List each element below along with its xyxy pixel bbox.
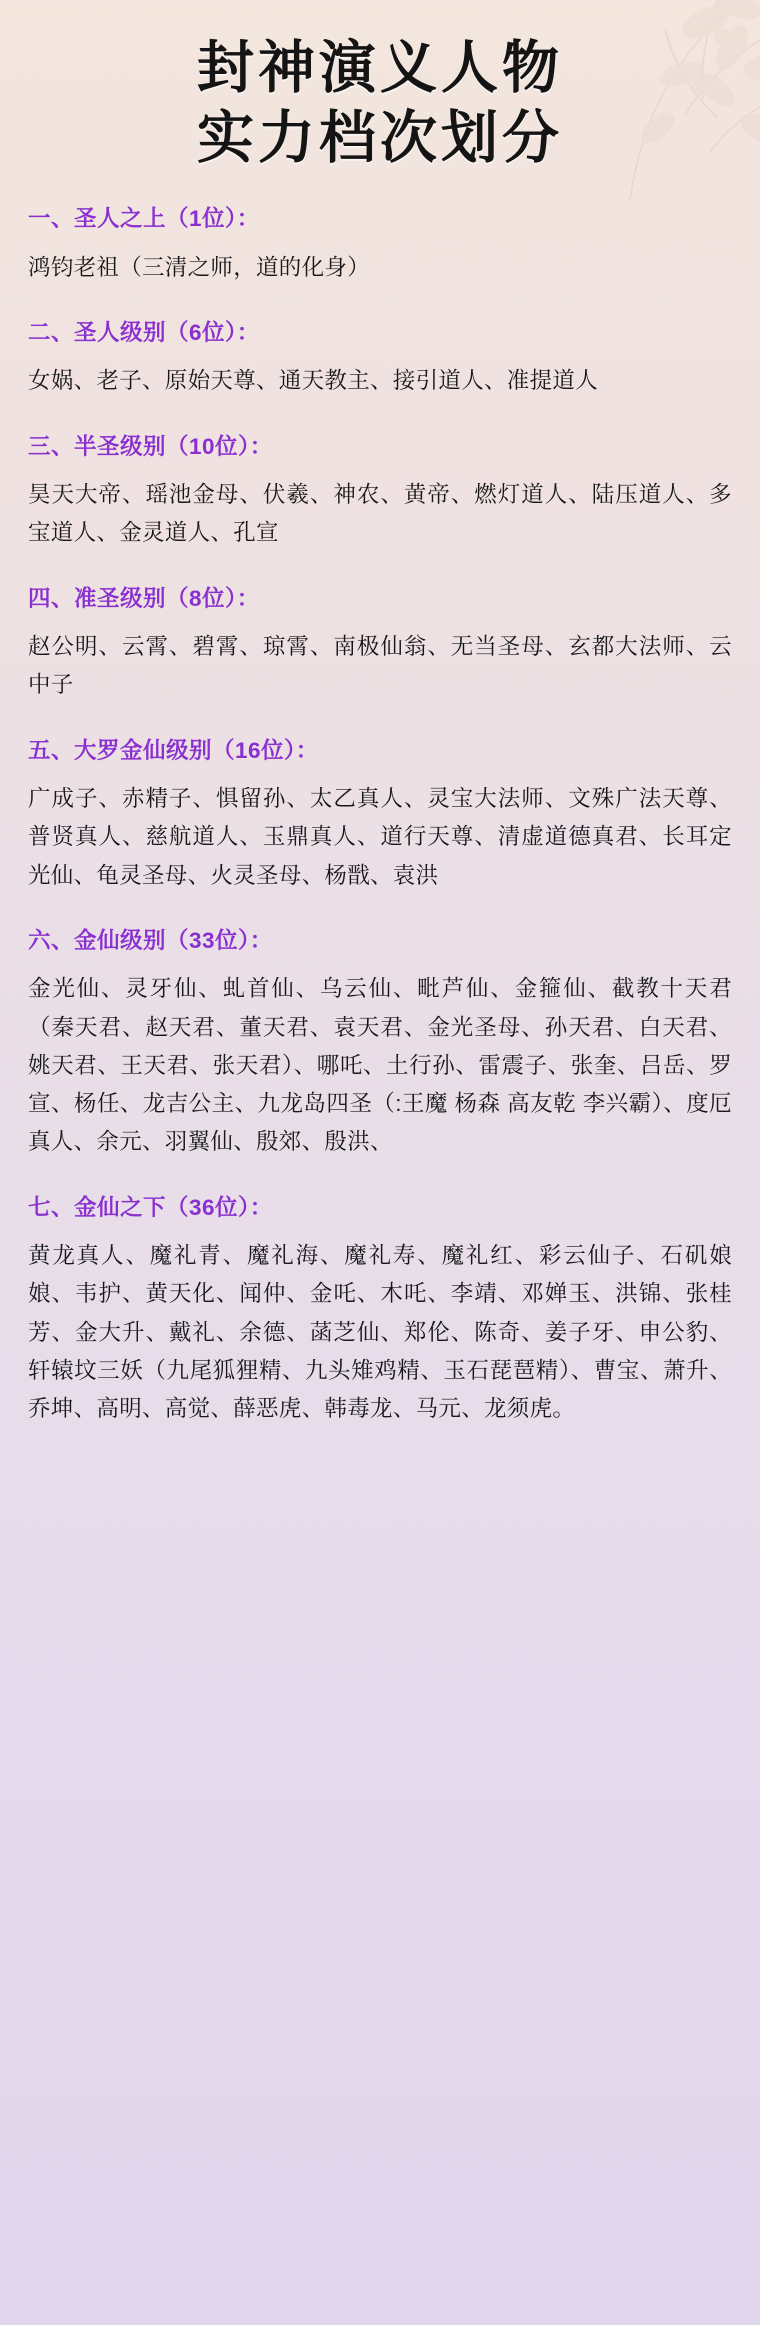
section-1-heading: 一、圣人之上（1位）： bbox=[28, 206, 260, 232]
section-4-body: 赵公明、云霄、碧霄、琼霄、南极仙翁、无当圣母、玄都大法师、云中子 bbox=[28, 634, 732, 698]
section-1-body: 鸿钧老祖（三清之师，道的化身） bbox=[28, 254, 371, 280]
section-7-body: 黄龙真人、魔礼青、魔礼海、魔礼寿、魔礼红、彩云仙子、石矶娘娘、韦护、黄天化、闻仲、金吒、木吒、李靖、邓婵玉、洪锦、张桂芳、金大升、戴礼、余德、菡芝仙、郑伦、陈奇、姜子牙、申公豹、轩辕坟三妖（九尾狐狸精、九头雉鸡精、玉石琵琶精）、曹宝、萧升、乔坤、高明、高觉、薛恶虎、韩毒龙、马元、龙须虎。 bbox=[28, 1243, 732, 1422]
section-2 bbox=[28, 317, 732, 401]
poster-title bbox=[28, 0, 732, 173]
section-6-heading: 六、金仙级别（33位）： bbox=[28, 927, 273, 953]
section-3-body: 昊天大帝、瑶池金母、伏羲、神农、黄帝、燃灯道人、陆压道人、多宝道人、金灵道人、孔宣 bbox=[28, 482, 732, 546]
section-4-heading: 四、准圣级别（8位）： bbox=[28, 585, 260, 611]
section-2-body: 女娲、老子、原始天尊、通天教主、接引道人、准提道人 bbox=[28, 368, 599, 394]
section-3 bbox=[28, 431, 732, 553]
section-5-heading: 五、大罗金仙级别（16位）： bbox=[28, 737, 319, 763]
title-line-2: 实力档次划分 bbox=[197, 104, 563, 171]
section-7 bbox=[28, 1192, 732, 1429]
section-3-heading: 三、半圣级别（10位）： bbox=[28, 433, 273, 459]
section-6 bbox=[28, 925, 732, 1162]
section-7-heading: 七、金仙之下（36位）： bbox=[28, 1194, 273, 1220]
section-6-body: 金光仙、灵牙仙、虬首仙、乌云仙、毗芦仙、金箍仙、截教十天君（秦天君、赵天君、董天君、袁天君、金光圣母、孙天君、白天君、姚天君、王天君、张天君）、哪吒、土行孙、雷震子、张奎、吕岳、罗宣、杨任、龙吉公主、九龙岛四圣（:王魔 杨森 高友乾 李兴霸）、度厄真人、余元、羽翼仙、殷郊、殷洪、 bbox=[28, 976, 732, 1155]
section-4 bbox=[28, 583, 732, 705]
section-5 bbox=[28, 735, 732, 895]
title-line-1: 封神演义人物 bbox=[197, 35, 563, 101]
section-5-body: 广成子、赤精子、惧留孙、太乙真人、灵宝大法师、文殊广法天尊、普贤真人、慈航道人、玉鼎真人、道行天尊、清虚道德真君、长耳定光仙、龟灵圣母、火灵圣母、杨戬、袁洪 bbox=[28, 786, 732, 888]
section-2-heading: 二、圣人级别（6位）： bbox=[28, 319, 260, 345]
section-1 bbox=[28, 203, 732, 287]
